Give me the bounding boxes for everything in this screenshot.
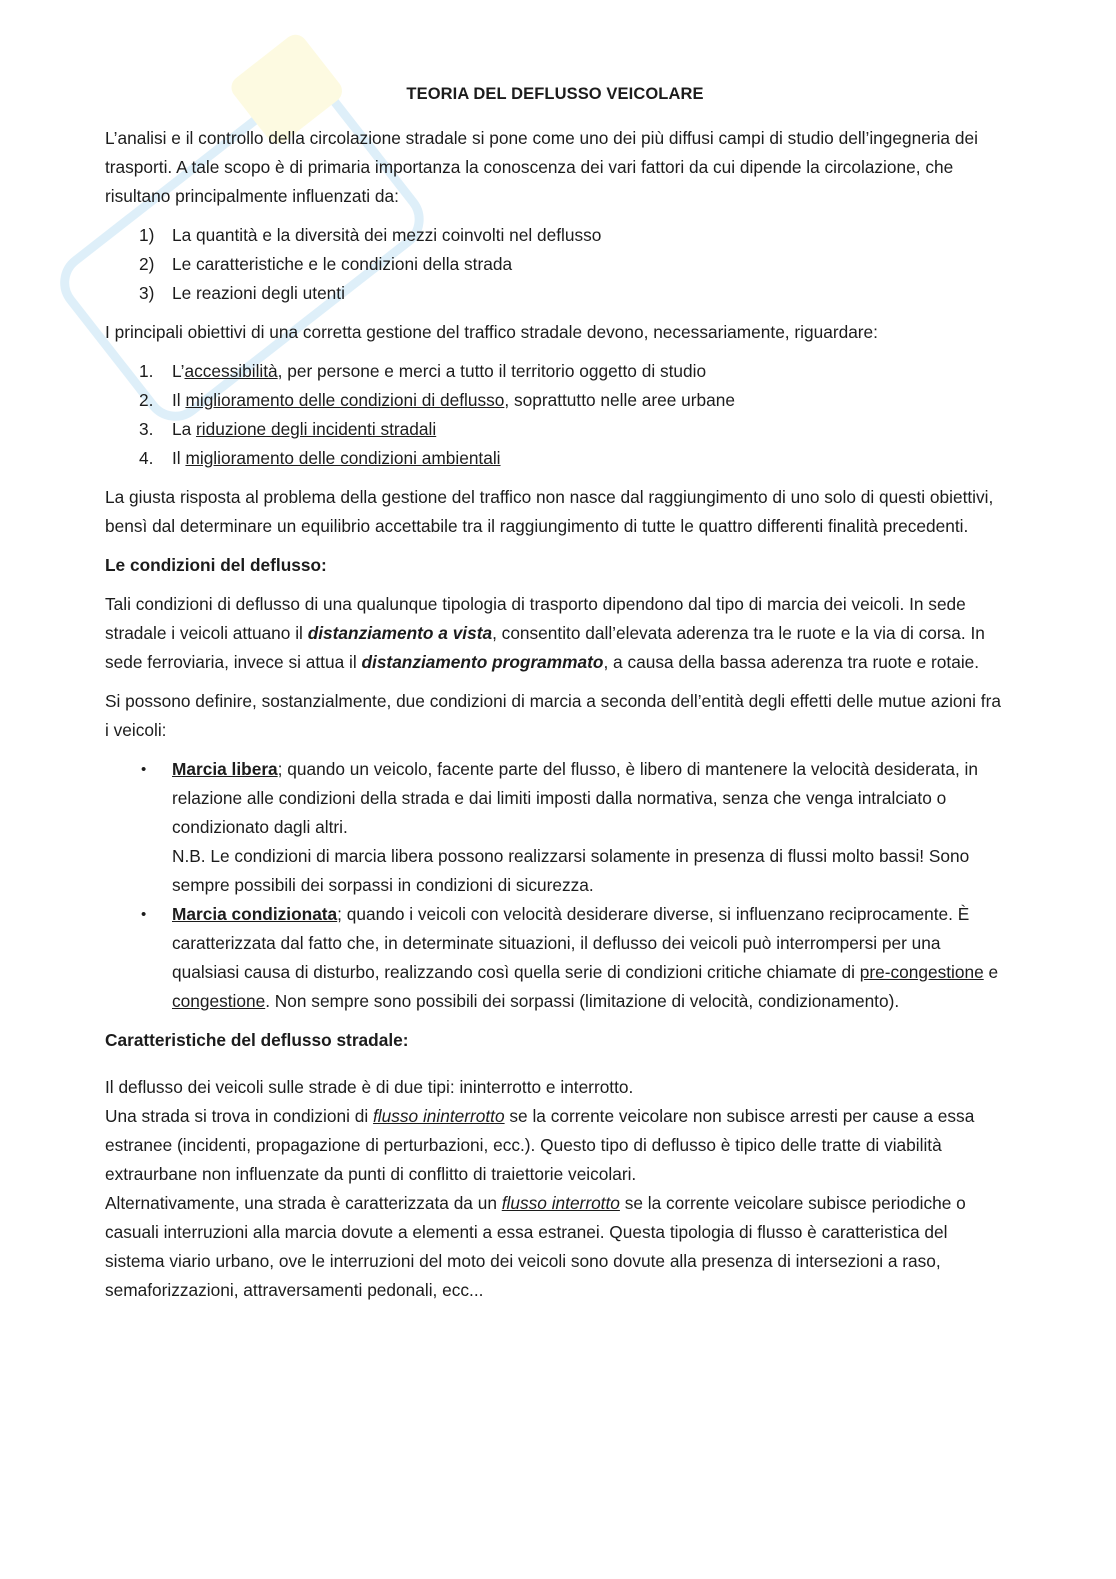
- list-item: • Marcia libera; quando un veicolo, facente parte del flusso, è libero di mantenere la velocità desiderata, in relazione alle condizioni della strada e dai limiti imposti dalla normativa, senza che venga intralciato o condizionato dagli altri. N.B. Le condizioni di marcia libera possono realizzarsi solamente in presenza di flussi molto bassi! Sono sempre possibili dei sorpassi in condizioni di sicurezza.: [105, 755, 1005, 900]
- term-flusso-interrotto: flusso interrotto: [501, 1193, 620, 1213]
- page-title: TEORIA DEL DEFLUSSO VEICOLARE: [406, 85, 704, 103]
- objective-term: riduzione degli incidenti stradali: [196, 419, 437, 439]
- conditions-paragraph: Tali condizioni di deflusso di una qualunque tipologia di trasporto dipendono dal tipo di marcia dei veicoli. In sede stradale i veicoli attuano il distanziamento a vista, consentito dall’elevata aderenza tra le ruote e la via di corsa. In sede ferroviaria, invece si attua il distanziamento programmato, a causa della bassa aderenza tra ruote e rotaie.: [105, 594, 985, 672]
- list-item: 2. Il miglioramento delle condizioni di deflusso, soprattutto nelle aree urbane: [139, 390, 735, 410]
- list-item: 3) Le reazioni degli utenti: [139, 283, 345, 303]
- list-item: • Marcia condizionata; quando i veicoli con velocità desiderare diverse, si influenzano reciprocamente. È caratterizzata dal fatto che, in determinate situazioni, il deflusso dei veicoli può interrompersi per una qualsiasi causa di disturbo, realizzando così quella serie di condizioni critiche chiamate di pre-congestione e congestione. Non sempre sono possibili dei sorpassi (limitazione di velocità, condizionamento).: [105, 900, 1005, 1016]
- balance-paragraph: La giusta risposta al problema della gestione del traffico non nasce dal raggiungimento di uno solo di questi obiettivi, bensì dal determinare un equilibrio accettabile tra il raggiungimento di tutte le quattro differenti finalità precedenti.: [105, 487, 994, 536]
- section-heading-conditions: Le condizioni del deflusso:: [105, 555, 327, 575]
- term-distanziamento-vista: distanziamento a vista: [307, 623, 493, 643]
- marcia-libera-note: N.B. Le condizioni di marcia libera possono realizzarsi solamente in presenza di flussi molto bassi! Sono sempre possibili dei sorpassi in condizioni di sicurezza.: [172, 846, 970, 895]
- objective-term: miglioramento delle condizioni di deflusso: [185, 390, 505, 410]
- factors-list: [105, 221, 1005, 308]
- bullet-icon: •: [141, 761, 147, 778]
- bullet-icon: •: [141, 906, 147, 923]
- list-item: 1) La quantità e la diversità dei mezzi coinvolti nel deflusso: [139, 225, 602, 245]
- marcia-list: [105, 755, 1005, 1016]
- list-item: 4. Il miglioramento delle condizioni ambientali: [139, 448, 501, 468]
- objectives-intro: I principali obiettivi di una corretta gestione del traffico stradale devono, necessariamente, riguardare:: [105, 322, 878, 342]
- term-pre-congestione: pre-congestione: [859, 962, 984, 982]
- list-item: 3. La riduzione degli incidenti stradali: [139, 419, 437, 439]
- document-body: [105, 80, 1005, 1315]
- term-distanziamento-programmato: distanziamento programmato: [361, 652, 604, 672]
- marcia-intro-paragraph: Si possono definire, sostanzialmente, due condizioni di marcia a seconda dell’entità degli effetti delle mutue azioni fra i veicoli:: [105, 691, 1001, 740]
- objectives-list: [105, 357, 1005, 473]
- list-item: 1. L’accessibilità, per persone e merci a tutto il territorio oggetto di studio: [139, 361, 707, 381]
- term-congestione: congestione: [172, 991, 266, 1011]
- objective-term: accessibilità: [184, 361, 278, 381]
- section-heading-characteristics: Caratteristiche del deflusso stradale:: [105, 1030, 409, 1050]
- term-flusso-ininterrotto: flusso ininterrotto: [373, 1106, 505, 1126]
- term-marcia-libera: Marcia libera: [172, 759, 278, 779]
- list-item: 2) Le caratteristiche e le condizioni della strada: [139, 254, 513, 274]
- characteristics-paragraph: Il deflusso dei veicoli sulle strade è di due tipi: ininterrotto e interrotto. Una strada si trova in condizioni di flusso ininterrotto se la corrente veicolare non subisce arresti per cause a essa estranee (incidenti, propagazione di perturbazioni, ecc.). Questo tipo di deflusso è tipico delle tratte di viabilità extraurbane non influenzate da punti di conflitto di traiettorie veicolari. Alternativamente, una strada è caratterizzata da un flusso interrotto se la corrente veicolare subisce periodiche o casuali interruzioni alla marcia dovute a elementi a essa estranei. Questa tipologia di flusso è caratteristica del sistema viario urbano, ove le interruzioni del moto dei veicoli sono dovute alla presenza di intersezioni a raso, semaforizzazioni, attraversamenti pedonali, ecc...: [105, 1077, 975, 1300]
- objective-term: miglioramento delle condizioni ambientali: [185, 448, 501, 468]
- intro-paragraph: L’analisi e il controllo della circolazione stradale si pone come uno dei più diffusi campi di studio dell’ingegneria dei trasporti. A tale scopo è di primaria importanza la conoscenza dei vari fattori da cui dipende la circolazione, che risultano principalmente influenzati da:: [105, 128, 978, 206]
- term-marcia-condizionata: Marcia condizionata: [172, 904, 338, 924]
